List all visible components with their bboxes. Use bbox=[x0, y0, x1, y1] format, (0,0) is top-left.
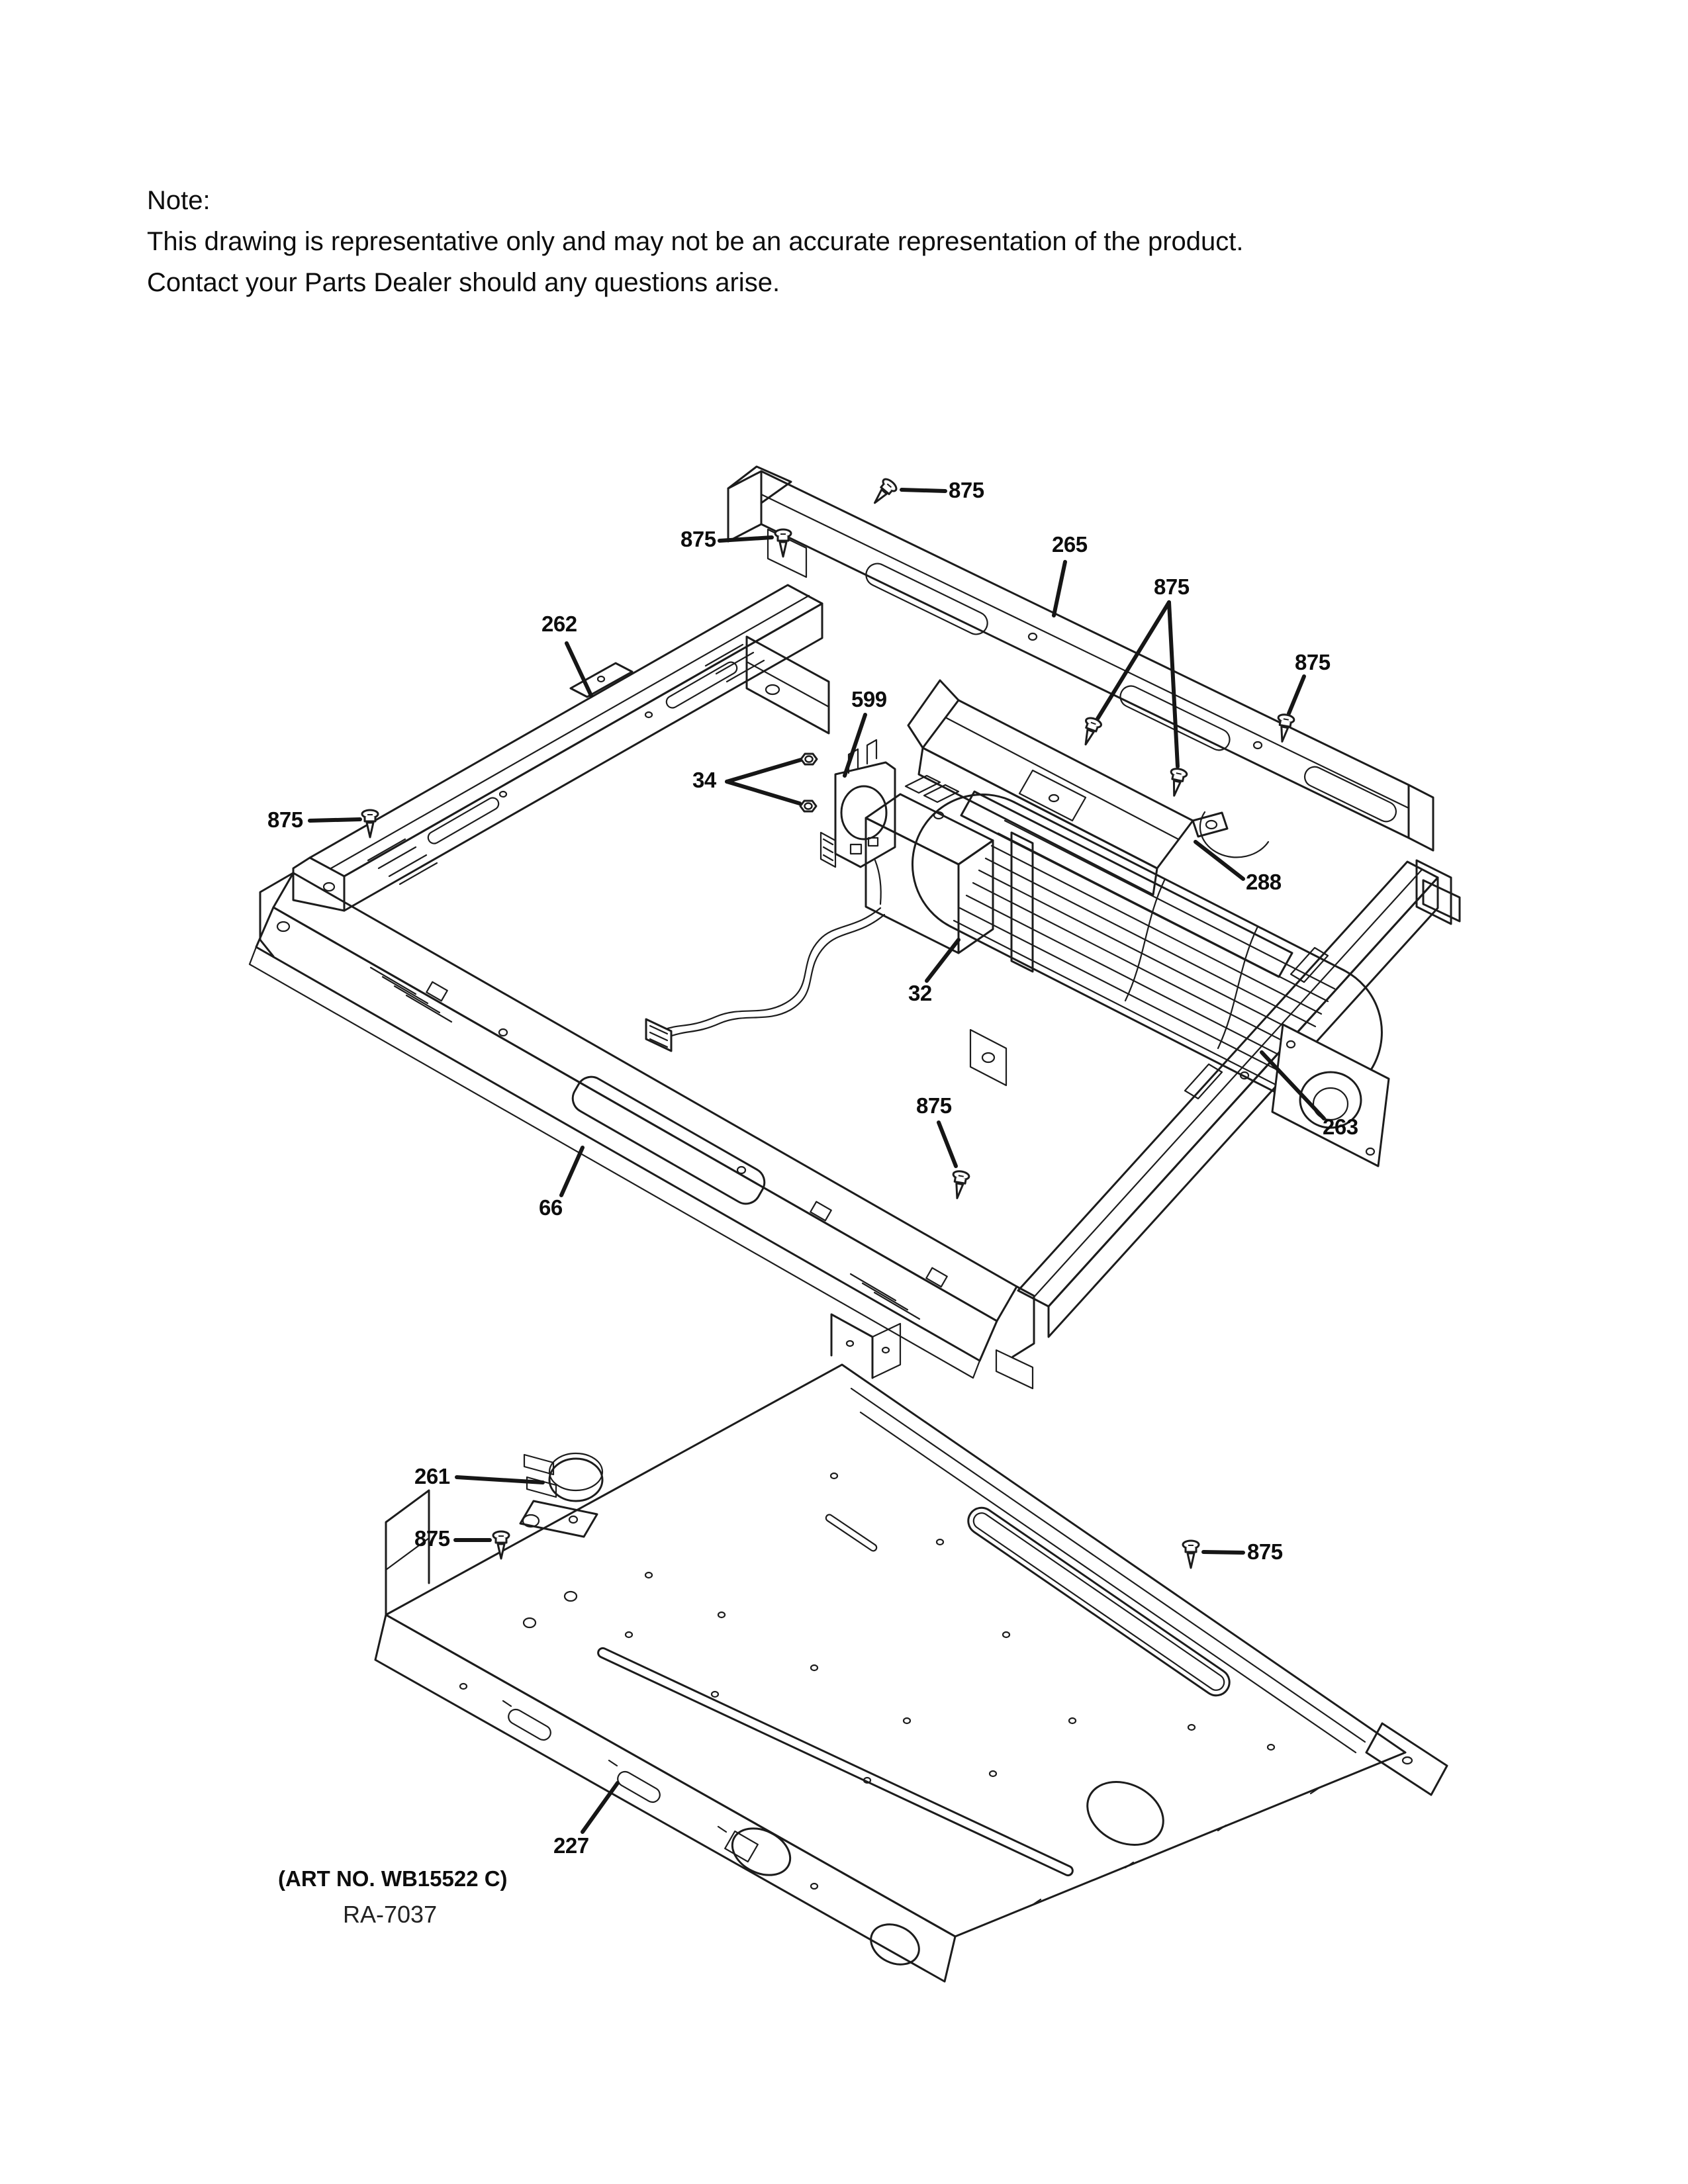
part-label-875-base-right: 875 bbox=[1247, 1539, 1283, 1564]
part-label-875-right: 875 bbox=[1295, 650, 1331, 674]
part-label-875-top: 875 bbox=[949, 478, 984, 502]
part-label-288: 288 bbox=[1246, 870, 1282, 894]
leader-line-875-right bbox=[1289, 676, 1304, 713]
part-label-875-base-left: 875 bbox=[414, 1526, 450, 1551]
wire-harness bbox=[646, 860, 884, 1051]
screw-icon bbox=[1078, 716, 1103, 747]
leader-line-875-rear-pair bbox=[1098, 602, 1169, 719]
part-label-227: 227 bbox=[553, 1833, 589, 1858]
part-label-263: 263 bbox=[1323, 1115, 1358, 1139]
part-label-875-far-left: 875 bbox=[267, 807, 303, 832]
note-line-1: This drawing is representative only and may not be an accurate representation of the product. bbox=[147, 227, 1244, 256]
leader-line-265 bbox=[1054, 562, 1065, 615]
note-line-2: Contact your Parts Dealer should any questions arise. bbox=[147, 268, 780, 297]
thermostat-261 bbox=[520, 1453, 602, 1537]
part-label-599: 599 bbox=[851, 687, 887, 711]
part-label-32: 32 bbox=[908, 981, 932, 1005]
base-panel-227 bbox=[375, 1314, 1447, 1981]
leader-line-66 bbox=[561, 1148, 583, 1195]
front-panel-66 bbox=[250, 873, 1034, 1388]
leader-line-34 bbox=[727, 760, 801, 782]
gasket-599 bbox=[821, 740, 895, 867]
leader-line-34 bbox=[727, 782, 800, 803]
nut-icon bbox=[800, 801, 816, 811]
leader-line-875-front bbox=[939, 1122, 956, 1166]
leader-line-875-far-left bbox=[310, 819, 360, 821]
screw-icon bbox=[362, 810, 378, 837]
screw-icon bbox=[949, 1170, 970, 1200]
right-rail-263 bbox=[1018, 862, 1460, 1337]
leader-line-875-rear-pair bbox=[1169, 602, 1178, 766]
leader-line-875-top bbox=[902, 490, 945, 491]
screw-icon bbox=[868, 477, 898, 508]
part-label-875-upper-left: 875 bbox=[680, 527, 716, 551]
bottom-assembly-drawing bbox=[375, 1314, 1447, 1981]
leader-line-875-base-right bbox=[1203, 1552, 1243, 1553]
part-label-875-rear-pair: 875 bbox=[1154, 574, 1190, 599]
leader-line-288 bbox=[1196, 842, 1243, 879]
leader-line-599 bbox=[845, 715, 865, 776]
part-label-262: 262 bbox=[541, 612, 577, 636]
note-title: Note: bbox=[147, 186, 211, 215]
part-label-875-front: 875 bbox=[916, 1093, 952, 1118]
part-label-34: 34 bbox=[692, 768, 716, 792]
top-assembly-drawing bbox=[250, 467, 1460, 1388]
ra-number: RA-7037 bbox=[343, 1901, 438, 1928]
part-label-66: 66 bbox=[539, 1195, 563, 1220]
leader-line-227 bbox=[583, 1783, 618, 1832]
nut-icon bbox=[801, 754, 817, 764]
screw-icon bbox=[1183, 1541, 1199, 1568]
art-number: (ART NO. WB15522 C) bbox=[278, 1866, 508, 1891]
part-label-265: 265 bbox=[1052, 532, 1088, 557]
screw-icon bbox=[775, 529, 791, 557]
screw-icon bbox=[1166, 768, 1188, 797]
part-label-261: 261 bbox=[414, 1464, 450, 1488]
